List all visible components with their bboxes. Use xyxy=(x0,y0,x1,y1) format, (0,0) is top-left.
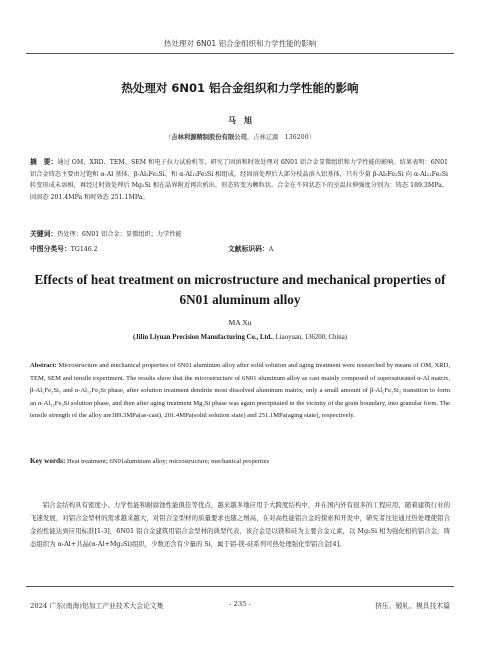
keywords-en xyxy=(30,457,450,465)
author-en: MA Xu xyxy=(228,318,252,327)
classification-line xyxy=(30,243,450,253)
affiliation-en-location: , Liaoyuan, 136200, China) xyxy=(272,334,347,341)
classification-label: 中图分类号： xyxy=(30,245,71,253)
keywords-cn-text: 热处理；6N01 铝合金；显微组织；力学性能 xyxy=(57,231,182,238)
footer-rule xyxy=(26,586,454,587)
keywords-en-label: Key words: xyxy=(30,457,66,465)
page-footer xyxy=(30,600,450,610)
footer-left: 2024 广东(南海)铝加工产业技术大会论文集 xyxy=(30,602,164,610)
classification-value: TG146.2 xyxy=(70,246,98,253)
author-cn: 马 旭 xyxy=(228,115,252,125)
affiliation-en-name: (Jilin Liyuan Precision Manufacturing Co., Ltd. xyxy=(133,334,273,341)
abstract-cn xyxy=(30,157,448,204)
keywords-en-text: Heat treatment; 6N01aluminum alloy; microstructure; mechanical properties xyxy=(67,458,270,465)
affiliation-cn: （吉林利源精制股份有限公司，吉林辽源 136200） xyxy=(165,134,315,141)
doc-code xyxy=(228,243,273,253)
page-number: - 235 - xyxy=(229,600,251,608)
body-paragraph: 铝合金结构具有密度小、力学性能和耐腐蚀性能俱佳等优点，越来越多地应用于大跨度结构中，并在国内外有很多的工程应用，随着建筑行业的飞速发展，对铝合金型材的需求越来越大，对铝合金型材的质量要求也随之增高，在对高性能铝合金的探索和开发中，研究者往往通过热处理使铝合金的性能达到应用标准[1-3]，6N01 铝合金建筑用铝合金型材的典型代表，该合金是以镁和硅为主要合金元素，以 Mg₂Si 相为强化相的铝合金，铸态组织为 α-Al+共晶(α-Al+Mg₂Si)组织，少数还含有少量的 Si，属于铝-镁-硅系列可热处理强化型铝合金[4]。 xyxy=(30,501,450,548)
keywords-cn xyxy=(30,228,450,238)
abstract-en xyxy=(30,360,450,423)
keywords-cn-label: 关键词： xyxy=(30,230,58,238)
abstract-en-label: Abstract: xyxy=(30,362,57,369)
footer-right: 挤压、锻轧、模具技术篇 xyxy=(375,602,450,610)
running-head: 热处理对 6N01 铝合金组织和力学性能的影响 xyxy=(163,39,317,48)
english-title: Effects of heat treatment on microstructure and mechanical properties of 6N01 aluminum alloy xyxy=(34,272,446,307)
abstract-cn-text: 通过 OM、XRD、TEM、SEM 和电子拉力试验机等，研究了固溶和时效处理对 6N01 铝合金显微组织和力学性能的影响。结果表明：6N01 铝合金铸态主要由过饱和 α-Al 基体、β-Al₅Fe₂Si、和 α-Al₁₂Fe₃Si 相组成，经固溶处理后大部分枝晶溶入铝基体，只有少量 β-Al₅Fe₂Si 向 α-Al₁₂Fe₃Si 转变形成未溶相，再经过时效处理后 Mg₂Si 相在晶界附近再次析出，形态转变为颗粒状。合金在不同状态下的室温拉伸强度分别为：铸态 189.3MPa、固溶态 201.4MPa 和时效态 251.1MPa。 xyxy=(30,159,448,202)
doc-code-label: 文献标识码： xyxy=(228,245,269,253)
affiliation-cn-location: ，吉林辽源 136200 xyxy=(246,134,309,141)
page-title: 热处理对 6N01 铝合金组织和力学性能的影响 xyxy=(121,81,359,95)
header-rule xyxy=(26,53,454,54)
doc-code-value: A xyxy=(268,246,274,253)
affiliation-en xyxy=(0,334,480,341)
abstract-en-text: Microstructure and mechanical properties of 6N01 aluminum alloy after solid solution and aging treatment were researched by means of OM, XRD, TEM, SEM and tensile experiment. The results show that the microstructure of 6N01 aluminum alloy as cast mainly composed of supersaturated α-Al matrix, β-Al₅Fe₂Si₂ and α-Al₁₂Fe₃Si phase, after solution treatment dendrite most dissolved aluminum matrix, only a small amount of β-Al₅Fe₂Si₂ transition to form an α-Al₁₂Fe₃Si solution phase, and then after aging treatment Mg₂Si phase was again precipitated in the vicinity of the grain boundary, into granular form. The tensile strength of the alloy are189.3MPa(as-cast), 201.4MPa(solid solution state) and 251.1MPa(aging state), respectively. xyxy=(30,362,450,419)
abstract-cn-label: 摘 要： xyxy=(30,158,58,166)
affiliation-cn-name: 吉林利源精制股份有限公司 xyxy=(171,134,247,141)
